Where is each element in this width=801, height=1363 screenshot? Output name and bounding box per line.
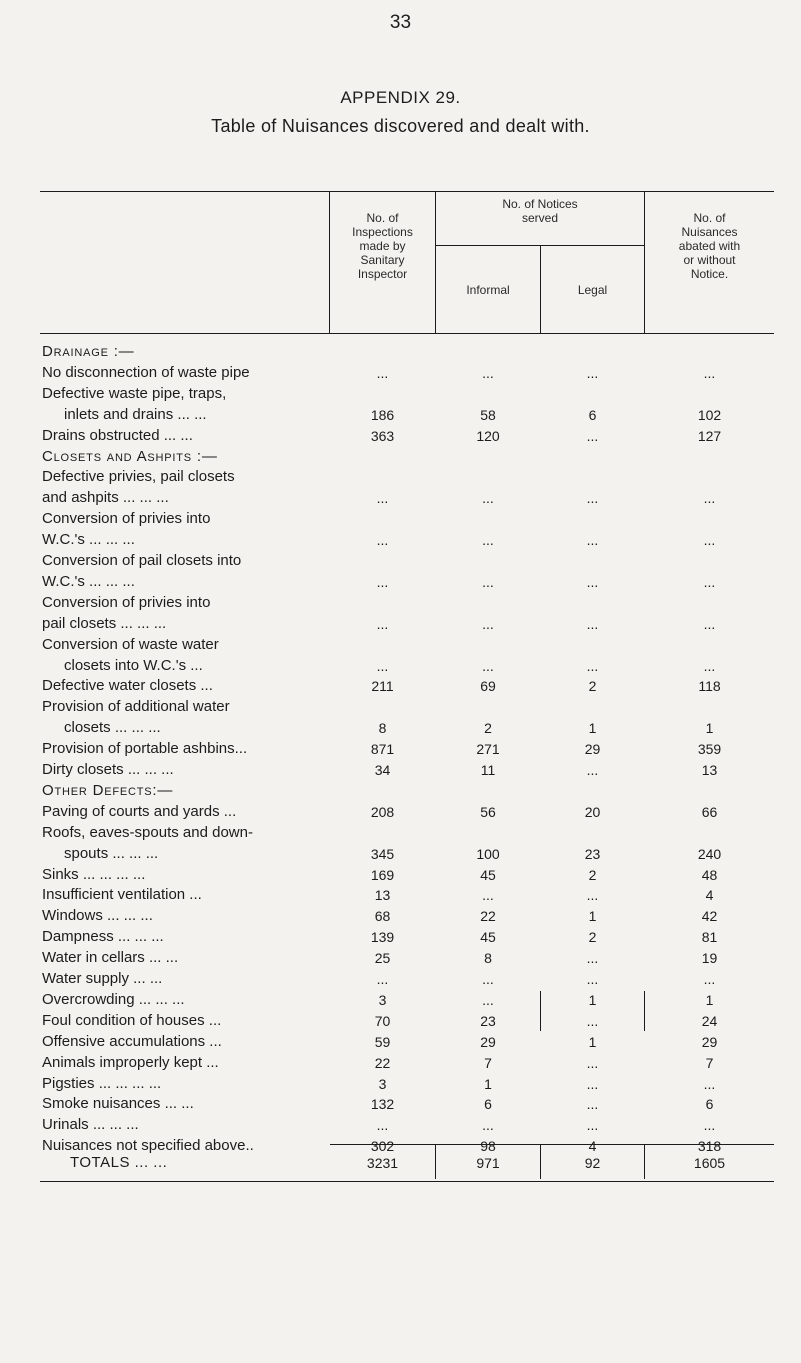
cell-abated: 118 — [698, 678, 721, 695]
cell-inspections: 871 — [370, 741, 395, 758]
cell-informal — [436, 341, 540, 363]
cell-inspections: 68 — [374, 908, 391, 925]
table-row — [40, 613, 774, 635]
cell-informal: ... — [482, 532, 494, 549]
cell-legal: 2 — [588, 866, 597, 883]
cell-informal: 45 — [480, 866, 496, 883]
row-label: Provision of portable ashbins... — [42, 740, 248, 758]
cell-legal: 4 — [588, 1138, 597, 1155]
cell-informal: ... — [482, 364, 494, 381]
total-inspections: 3231 — [366, 1155, 399, 1171]
cell-informal: 98 — [480, 1138, 496, 1155]
table-row — [40, 1052, 774, 1074]
cell-abated — [645, 446, 774, 468]
cell-inspections — [330, 466, 435, 488]
cell-inspections: 22 — [374, 1054, 391, 1071]
cell-abated: 240 — [697, 845, 722, 862]
cell-abated — [645, 550, 774, 572]
cell-abated — [645, 383, 774, 405]
cell-legal: ... — [586, 1075, 599, 1092]
cell-abated: 102 — [697, 406, 722, 423]
cell-legal: ... — [586, 657, 599, 674]
section-heading: Drainage :— — [42, 343, 135, 360]
cell-abated — [645, 634, 774, 656]
cell-abated — [645, 592, 774, 614]
row-label: Animals improperly kept ... — [42, 1053, 219, 1071]
cell-inspections: ... — [376, 364, 389, 381]
totals-row — [40, 1148, 774, 1178]
cell-abated: 13 — [701, 762, 718, 778]
row-label: closets ... ... ... — [64, 719, 161, 737]
cell-inspections: 3 — [378, 991, 387, 1008]
cell-legal: ... — [586, 887, 599, 904]
table-row — [40, 529, 774, 551]
bottom-rule — [40, 1181, 774, 1182]
cell-abated — [645, 466, 774, 488]
cell-inspections: ... — [376, 971, 389, 987]
cell-informal: ... — [482, 615, 494, 632]
cell-abated: 7 — [705, 1054, 714, 1071]
table-row — [40, 675, 774, 697]
page-number: 33 — [389, 12, 412, 33]
cell-informal: 56 — [480, 803, 496, 820]
cell-abated: 48 — [701, 866, 718, 883]
cell-inspections: 186 — [370, 406, 395, 423]
table-row — [40, 780, 774, 802]
cell-informal: ... — [482, 1117, 494, 1134]
cell-informal: 58 — [480, 406, 496, 423]
row-label: and ashpits ... ... ... — [42, 489, 169, 507]
cell-inspections — [330, 550, 435, 572]
cell-abated: ... — [703, 573, 716, 590]
cell-abated: ... — [703, 1075, 716, 1092]
cell-informal: 11 — [480, 762, 496, 778]
table-row — [40, 1073, 774, 1095]
cell-informal: 69 — [480, 678, 496, 695]
cell-informal — [436, 822, 540, 844]
cell-informal: 45 — [480, 929, 496, 946]
row-label: Dirty closets ... ... ... — [42, 761, 174, 778]
cell-informal: ... — [482, 991, 494, 1008]
cell-inspections: 34 — [374, 762, 391, 778]
cell-abated: 6 — [705, 1096, 714, 1113]
header-left-rule — [40, 191, 328, 192]
table-row — [40, 989, 774, 1011]
cell-abated: 29 — [701, 1033, 718, 1050]
cell-abated: 24 — [701, 1012, 718, 1029]
table-row — [40, 822, 774, 844]
cell-inspections — [330, 341, 435, 363]
cell-abated: 1 — [705, 720, 714, 737]
notices-split-rule — [435, 245, 645, 246]
table-row — [40, 550, 774, 572]
cell-inspections: 8 — [378, 720, 387, 737]
table-row — [40, 592, 774, 614]
cell-legal — [541, 508, 644, 530]
cell-legal: 23 — [584, 845, 601, 862]
table-row — [40, 571, 774, 593]
cell-inspections — [330, 696, 435, 718]
cell-legal: ... — [586, 573, 599, 590]
appendix-heading: APPENDIX 29. — [340, 88, 461, 107]
table-row — [40, 696, 774, 718]
row-label: Drains obstructed ... ... — [42, 426, 193, 444]
cell-inspections: 70 — [374, 1012, 391, 1029]
section-heading: Other Defects:— — [42, 781, 174, 799]
table-row — [40, 905, 774, 927]
cell-legal — [541, 592, 644, 614]
cell-inspections — [330, 822, 435, 844]
row-label: Urinals ... ... ... — [42, 1116, 139, 1134]
row-label: Defective water closets ... — [42, 677, 213, 695]
cell-informal: ... — [482, 490, 494, 507]
row-label: W.C.'s ... ... ... — [42, 531, 135, 549]
cell-informal: 120 — [476, 427, 500, 444]
header-bottom-rule — [40, 333, 774, 334]
cell-abated — [645, 508, 774, 530]
section-heading: Closets and Ashpits :— — [42, 447, 218, 465]
row-label: Insufficient ventilation ... — [42, 886, 202, 904]
cell-inspections — [330, 592, 435, 614]
row-label: Defective privies, pail closets — [42, 468, 235, 486]
row-label: Roofs, eaves-spouts and down- — [42, 823, 253, 841]
cell-legal: 2 — [588, 929, 597, 946]
cell-informal: 1 — [484, 1075, 492, 1092]
cell-abated: 66 — [701, 803, 718, 820]
table-row — [40, 341, 774, 363]
table-row — [40, 362, 774, 384]
cell-legal — [541, 383, 644, 405]
cell-legal: 1 — [588, 1033, 597, 1050]
cell-abated: ... — [703, 490, 716, 507]
cell-legal: ... — [586, 1117, 599, 1134]
cell-legal: ... — [586, 971, 599, 987]
cell-legal: 20 — [584, 803, 601, 820]
cell-abated: ... — [703, 971, 716, 987]
cell-abated: ... — [703, 615, 716, 632]
row-label: Conversion of pail closets into — [42, 552, 242, 569]
table-row — [40, 446, 774, 468]
cell-inspections — [330, 634, 435, 656]
table-row — [40, 383, 774, 405]
cell-abated: 359 — [697, 741, 722, 758]
cell-inspections: 211 — [371, 678, 394, 695]
table-title: Table of Nuisances discovered and dealt with. — [211, 116, 590, 136]
cell-abated: 4 — [705, 887, 714, 904]
row-label: Conversion of privies into — [42, 593, 211, 611]
cell-inspections: ... — [376, 657, 389, 674]
cell-abated: ... — [703, 364, 716, 381]
cell-abated: ... — [703, 532, 716, 549]
cell-informal — [436, 634, 540, 656]
cell-informal: ... — [482, 657, 494, 674]
cell-legal: ... — [586, 532, 599, 549]
row-label: Sinks ... ... ... ... — [42, 865, 146, 883]
cell-informal: 2 — [484, 720, 492, 737]
table-row — [40, 738, 774, 760]
cell-inspections: 139 — [370, 929, 395, 946]
cell-inspections: ... — [376, 490, 389, 507]
row-label: Defective waste pipe, traps, — [42, 384, 227, 402]
cell-inspections: 25 — [374, 950, 391, 967]
table-row — [40, 634, 774, 656]
cell-legal: ... — [586, 490, 599, 507]
cell-legal — [541, 466, 644, 488]
table-row — [40, 968, 774, 990]
table-row — [40, 843, 774, 865]
cell-informal — [436, 446, 540, 468]
header-informal: Informal — [466, 283, 510, 297]
table-row — [40, 466, 774, 488]
cell-informal: 29 — [480, 1033, 496, 1050]
header-notices: No. of Notices served — [502, 197, 578, 225]
cell-abated: 19 — [701, 950, 718, 967]
cell-abated — [645, 696, 774, 718]
row-label: Overcrowding ... ... ... — [42, 990, 185, 1008]
row-label: Windows ... ... ... — [42, 907, 153, 925]
cell-informal: 100 — [476, 845, 500, 862]
cell-legal: 2 — [588, 678, 597, 695]
row-label: spouts ... ... ... — [64, 844, 159, 862]
cell-informal: ... — [482, 887, 494, 904]
cell-inspections: 169 — [370, 866, 395, 883]
cell-inspections: 302 — [370, 1138, 395, 1155]
total-abated: 1605 — [693, 1155, 726, 1171]
cell-inspections: ... — [376, 1117, 389, 1134]
total-legal: 92 — [584, 1155, 601, 1171]
cell-abated: 318 — [697, 1138, 722, 1155]
cell-informal — [436, 592, 540, 614]
cell-legal — [541, 341, 644, 363]
cell-inspections: 132 — [370, 1096, 395, 1113]
table-row — [40, 1010, 774, 1032]
cell-inspections: 59 — [374, 1033, 391, 1050]
row-label: Water in cellars ... ... — [42, 949, 179, 967]
cell-informal: 7 — [484, 1054, 492, 1071]
cell-inspections: ... — [376, 573, 389, 590]
cell-inspections — [330, 780, 435, 802]
row-label: Water supply ... ... — [42, 970, 163, 987]
cell-abated — [645, 822, 774, 844]
row-label: inlets and drains ... ... — [64, 405, 207, 423]
cell-inspections: 3 — [378, 1075, 387, 1092]
cell-inspections: ... — [376, 532, 389, 549]
cell-abated: 81 — [701, 929, 718, 946]
row-label: Provision of additional water — [42, 698, 230, 716]
table-row — [40, 425, 774, 447]
cell-inspections: 13 — [374, 887, 391, 904]
row-label: Offensive accumulations ... — [42, 1032, 222, 1050]
table-row — [40, 655, 774, 677]
cell-legal: ... — [586, 762, 599, 778]
cell-legal — [541, 822, 644, 844]
cell-legal — [541, 780, 644, 802]
header-legal: Legal — [577, 283, 608, 297]
cell-legal — [541, 550, 644, 572]
cell-informal: 6 — [484, 1096, 492, 1113]
row-label: Pigsties ... ... ... ... — [42, 1074, 162, 1092]
cell-abated: 1 — [705, 991, 714, 1008]
row-label: Smoke nuisances ... ... — [42, 1095, 194, 1113]
table-row — [40, 404, 774, 426]
table-row — [40, 926, 774, 948]
row-label: closets into W.C.'s ... — [64, 656, 203, 674]
cell-abated: ... — [703, 1117, 716, 1134]
cell-informal — [436, 550, 540, 572]
cell-inspections: 363 — [370, 427, 395, 444]
cell-inspections — [330, 446, 435, 468]
header-inspections: No. of Inspections made by Sanitary Inspector — [352, 211, 413, 281]
header-abated: No. of Nuisances abated with or without Notice. — [678, 211, 741, 281]
cell-informal: 22 — [480, 908, 496, 925]
cell-informal: ... — [482, 573, 494, 590]
cell-abated: 42 — [701, 908, 718, 925]
row-label: Foul condition of houses ... — [42, 1011, 222, 1029]
row-label: Conversion of waste water — [42, 635, 219, 653]
cell-legal: ... — [586, 615, 599, 632]
cell-inspections — [330, 508, 435, 530]
row-label: No disconnection of waste pipe — [42, 363, 250, 381]
cell-informal — [436, 466, 540, 488]
cell-informal: 271 — [476, 741, 500, 758]
cell-informal — [436, 780, 540, 802]
totals-label: TOTALS ... ... — [70, 1154, 168, 1171]
cell-legal: ... — [586, 427, 599, 444]
cell-legal: ... — [586, 950, 599, 967]
cell-informal: 23 — [480, 1012, 496, 1029]
cell-informal — [436, 508, 540, 530]
cell-informal — [436, 696, 540, 718]
cell-inspections — [330, 383, 435, 405]
table-row — [40, 1031, 774, 1053]
table-row — [40, 864, 774, 886]
table-row — [40, 717, 774, 739]
cell-legal — [541, 446, 644, 468]
cell-informal: 8 — [484, 950, 492, 967]
cell-inspections: 345 — [370, 845, 395, 862]
cell-inspections: 208 — [370, 803, 395, 820]
cell-abated — [645, 780, 774, 802]
table-row — [40, 801, 774, 823]
cell-abated: 127 — [697, 427, 722, 444]
cell-legal: 1 — [588, 908, 597, 925]
total-informal: 971 — [476, 1155, 500, 1171]
table-row — [40, 1093, 774, 1115]
cell-informal — [436, 383, 540, 405]
table-row — [40, 947, 774, 969]
cell-legal: 1 — [588, 720, 597, 737]
row-label: W.C.'s ... ... ... — [42, 572, 135, 590]
row-label: Dampness ... ... ... — [42, 928, 164, 946]
cell-legal — [541, 634, 644, 656]
cell-abated: ... — [703, 657, 716, 674]
table-row — [40, 487, 774, 509]
table-row — [40, 884, 774, 906]
cell-legal: 29 — [584, 741, 601, 758]
cell-legal: 6 — [588, 406, 597, 423]
cell-legal: 1 — [588, 991, 597, 1008]
cell-informal: ... — [482, 971, 494, 987]
row-label: Paving of courts and yards ... — [42, 802, 237, 820]
cell-legal: ... — [586, 1096, 599, 1113]
cell-legal: ... — [586, 1012, 599, 1029]
table-row — [40, 508, 774, 530]
cell-legal: ... — [586, 1054, 599, 1071]
cell-inspections: ... — [376, 615, 389, 632]
row-label: pail closets ... ... ... — [42, 614, 167, 632]
nuisances-table — [40, 191, 774, 1171]
table-row — [40, 759, 774, 781]
row-label: Nuisances not specified above.. — [42, 1137, 254, 1155]
table-row — [40, 1114, 774, 1136]
cell-legal: ... — [586, 364, 599, 381]
cell-legal — [541, 696, 644, 718]
cell-abated — [645, 341, 774, 363]
row-label: Conversion of privies into — [42, 510, 211, 528]
